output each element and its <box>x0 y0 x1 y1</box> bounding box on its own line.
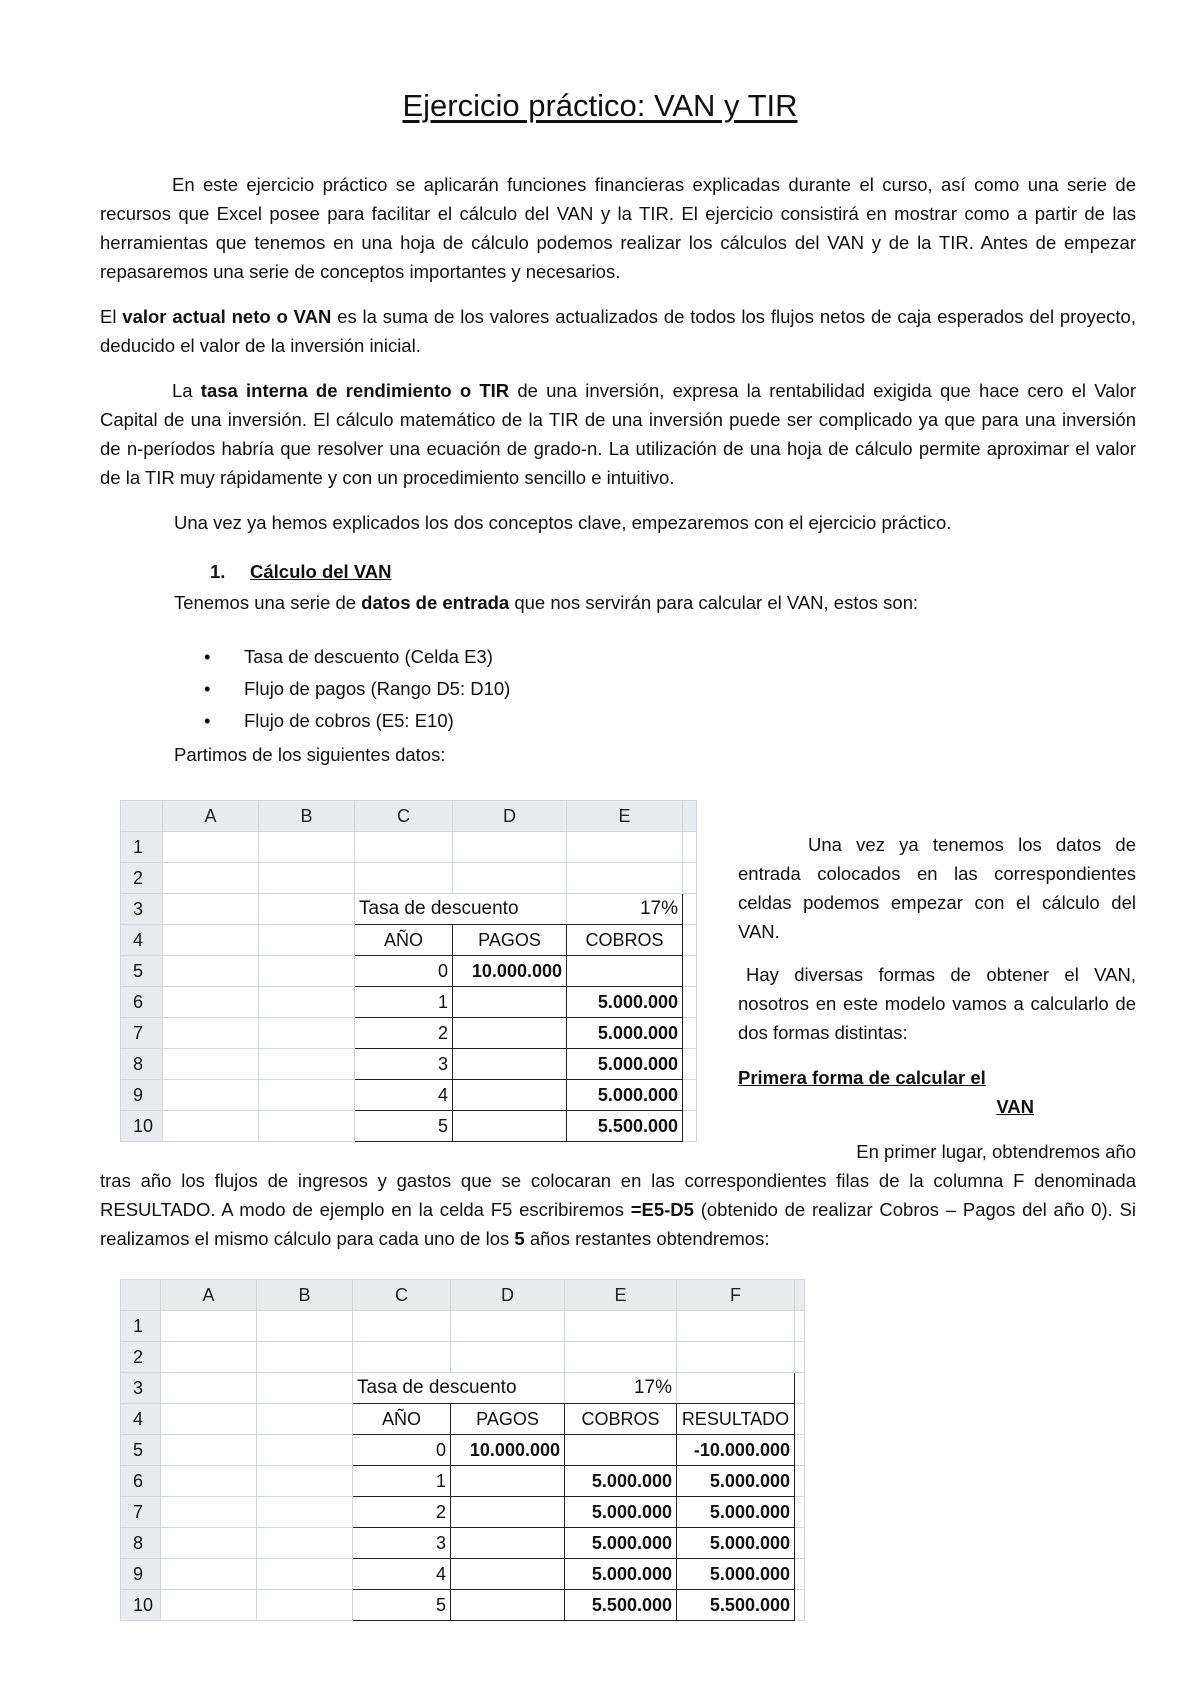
tir-def-term: tasa interna de rendimiento o TIR <box>200 380 510 401</box>
rate-label-cell: Tasa de descuento <box>353 1373 565 1404</box>
row-header: 5 <box>121 956 163 987</box>
row-header: 9 <box>121 1080 163 1111</box>
result-cell: 5.500.000 <box>677 1590 795 1621</box>
table-row <box>121 1111 697 1142</box>
payment-cell <box>453 1049 567 1080</box>
payment-cell <box>453 1018 567 1049</box>
transition-sentence: Una vez ya hemos explicados los dos conceptos clave, empezaremos con el ejercicio práctico. <box>174 512 952 533</box>
inputs-intro-pre: Tenemos una serie de <box>174 592 362 613</box>
column-header: F <box>677 1280 795 1311</box>
inputs-intro-term: datos de entrada <box>361 592 510 613</box>
inputs-intro-post: que nos servirán para calcular el VAN, estos son: <box>509 592 919 613</box>
table-row <box>121 956 697 987</box>
tir-definition <box>100 376 1136 492</box>
year-cell: 4 <box>353 1559 451 1590</box>
receipt-cell: 5.000.000 <box>565 1559 677 1590</box>
column-header <box>683 801 697 832</box>
year-cell: 2 <box>355 1018 453 1049</box>
payment-cell <box>451 1559 565 1590</box>
header-cell-payments: PAGOS <box>451 1404 565 1435</box>
row-header: 6 <box>121 1466 161 1497</box>
spreadsheet-2 <box>120 1279 805 1621</box>
row-header: 8 <box>121 1049 163 1080</box>
year-cell: 0 <box>353 1435 451 1466</box>
column-header: A <box>161 1280 257 1311</box>
receipt-cell: 5.000.000 <box>567 1049 683 1080</box>
row-header: 9 <box>121 1559 161 1590</box>
result-count: 5 <box>514 1228 525 1249</box>
row-header: 10 <box>121 1590 161 1621</box>
header-cell-year: AÑO <box>353 1404 451 1435</box>
payment-cell <box>451 1466 565 1497</box>
receipt-cell <box>567 956 683 987</box>
receipt-cell <box>565 1435 677 1466</box>
table-row <box>121 925 697 956</box>
result-cell: -10.000.000 <box>677 1435 795 1466</box>
receipt-cell: 5.000.000 <box>567 1018 683 1049</box>
year-cell: 4 <box>355 1080 453 1111</box>
receipt-cell: 5.000.000 <box>565 1528 677 1559</box>
side-paragraph-3: En primer lugar, obtendremos año <box>856 1141 1136 1162</box>
row-header: 7 <box>121 1018 163 1049</box>
bullet-icon: • <box>204 678 211 699</box>
result-cell: 5.000.000 <box>677 1559 795 1590</box>
receipt-cell: 5.500.000 <box>565 1590 677 1621</box>
rate-value-cell: 17% <box>565 1373 677 1404</box>
van-definition <box>100 302 1136 360</box>
table-row <box>121 1018 697 1049</box>
list-item-text: Flujo de cobros (E5: E10) <box>244 710 454 731</box>
section-number: 1. <box>210 561 226 582</box>
row-header: 4 <box>121 1404 161 1435</box>
column-header <box>795 1280 805 1311</box>
column-header: B <box>257 1280 353 1311</box>
year-cell: 5 <box>353 1590 451 1621</box>
inputs-list <box>204 641 510 737</box>
table-row <box>121 1590 805 1621</box>
subsection-heading <box>738 1063 1034 1121</box>
bullet-icon: • <box>204 710 211 731</box>
header-cell-payments: PAGOS <box>453 925 567 956</box>
table-row <box>121 1373 805 1404</box>
year-cell: 1 <box>355 987 453 1018</box>
list-item-text: Flujo de pagos (Rango D5: D10) <box>244 678 511 699</box>
tir-def-post: de una inversión, expresa la rentabilidad exigida que hace cero el Valor Capital de una inversión. El cálculo matemático de la TIR de una inversión puede ser complicado ya que para una inversión de n-períodos habría que resolver una ecuación de grado-n. La utilización de una hoja de cálculo permite aproximar el valor de la TIR muy rápidamente y con un procedimiento sencillo e intuitivo. <box>100 380 1137 488</box>
year-cell: 1 <box>353 1466 451 1497</box>
result-cell: 5.000.000 <box>677 1528 795 1559</box>
header-cell-year: AÑO <box>355 925 453 956</box>
van-def-post: es la suma de los valores actualizados de todos los flujos netos de caja esperados del proyecto, deducido el valor de la inversión inicial. <box>100 306 1136 356</box>
receipt-cell: 5.500.000 <box>567 1111 683 1142</box>
row-header: 2 <box>121 863 163 894</box>
table-row <box>121 1528 805 1559</box>
column-header-row <box>121 1280 805 1311</box>
van-def-pre: El <box>100 306 123 327</box>
column-header: C <box>355 801 453 832</box>
table-row <box>121 987 697 1018</box>
row-header: 1 <box>121 1311 161 1342</box>
table-row <box>121 1342 805 1373</box>
result-paragraph <box>100 1166 1136 1253</box>
section-title: Cálculo del VAN <box>250 561 392 582</box>
header-cell-result: RESULTADO <box>677 1404 795 1435</box>
payment-cell: 10.000.000 <box>451 1435 565 1466</box>
year-cell: 0 <box>355 956 453 987</box>
list-item <box>204 673 510 705</box>
data-intro: Partimos de los siguientes datos: <box>174 744 446 765</box>
tir-def-pre: La <box>172 380 201 401</box>
spreadsheet-1 <box>120 800 697 1142</box>
year-cell: 2 <box>353 1497 451 1528</box>
row-header: 3 <box>121 894 163 925</box>
row-header: 8 <box>121 1528 161 1559</box>
row-header: 2 <box>121 1342 161 1373</box>
result-cell: 5.000.000 <box>677 1497 795 1528</box>
table-row <box>121 894 697 925</box>
inputs-intro <box>174 588 918 617</box>
payment-cell <box>453 1111 567 1142</box>
result-cell: 5.000.000 <box>677 1466 795 1497</box>
payment-cell <box>451 1497 565 1528</box>
table-row <box>121 1404 805 1435</box>
row-header: 3 <box>121 1373 161 1404</box>
receipt-cell: 5.000.000 <box>565 1466 677 1497</box>
table-row <box>121 1435 805 1466</box>
section-heading <box>174 561 392 583</box>
table-row <box>121 832 697 863</box>
header-cell-receipts: COBROS <box>565 1404 677 1435</box>
corner-cell <box>121 1280 161 1311</box>
result-text-3: años restantes obtendremos: <box>524 1228 770 1249</box>
column-header: A <box>163 801 259 832</box>
column-header-row <box>121 801 697 832</box>
subsection-heading-line2: VAN <box>996 1096 1034 1117</box>
list-item <box>204 705 510 737</box>
header-cell-receipts: COBROS <box>567 925 683 956</box>
column-header: B <box>259 801 355 832</box>
payment-cell: 10.000.000 <box>453 956 567 987</box>
row-header: 1 <box>121 832 163 863</box>
row-header: 4 <box>121 925 163 956</box>
year-cell: 3 <box>355 1049 453 1080</box>
side-paragraph-2: Hay diversas formas de obtener el VAN, nosotros en este modelo vamos a calcularlo de dos formas distintas: <box>738 964 1136 1043</box>
row-header: 7 <box>121 1497 161 1528</box>
column-header: D <box>453 801 567 832</box>
column-header: E <box>565 1280 677 1311</box>
column-header: D <box>451 1280 565 1311</box>
intro-paragraph: En este ejercicio práctico se aplicarán funciones financieras explicadas durante el curso, así como una serie de recursos que Excel posee para facilitar el cálculo del VAN y la TIR. El ejercicio consistirá en mostrar como a partir de las herramientas que tenemos en una hoja de cálculo podemos realizar los cálculos del VAN y de la TIR. Antes de empezar repasaremos una serie de conceptos importantes y necesarios. <box>100 174 1136 282</box>
table-row <box>121 863 697 894</box>
list-item-text: Tasa de descuento (Celda E3) <box>244 646 493 667</box>
receipt-cell: 5.000.000 <box>567 987 683 1018</box>
table-row <box>121 1497 805 1528</box>
table-row <box>121 1311 805 1342</box>
list-item <box>204 641 510 673</box>
result-text-1: tras año los flujos de ingresos y gastos que se colocaran en las correspondientes filas de la columna F denominada RESULTADO. A modo de ejemplo en la celda F5 escribiremos <box>100 1170 1136 1220</box>
subsection-heading-line1: Primera forma de calcular el <box>738 1067 986 1088</box>
row-header: 6 <box>121 987 163 1018</box>
row-header: 10 <box>121 1111 163 1142</box>
rate-value-cell: 17% <box>567 894 683 925</box>
column-header: C <box>353 1280 451 1311</box>
row-header: 5 <box>121 1435 161 1466</box>
result-text-2: (obtenido de realizar Cobros – Pagos del año 0). Si realizamos el mismo cálculo para cada uno de los <box>100 1199 1136 1249</box>
receipt-cell: 5.000.000 <box>567 1080 683 1111</box>
year-cell: 5 <box>355 1111 453 1142</box>
rate-label-cell: Tasa de descuento <box>355 894 567 925</box>
payment-cell <box>453 987 567 1018</box>
table-row <box>121 1080 697 1111</box>
van-def-term: valor actual neto o VAN <box>122 306 332 327</box>
table-row <box>121 1466 805 1497</box>
side-paragraph-1: Una vez ya tenemos los datos de entrada colocados en las correspondientes celdas podemos empezar con el cálculo del VAN. <box>738 834 1136 942</box>
result-formula: =E5-D5 <box>630 1199 694 1220</box>
year-cell: 3 <box>353 1528 451 1559</box>
bullet-icon: • <box>204 646 211 667</box>
receipt-cell: 5.000.000 <box>565 1497 677 1528</box>
page-title: Ejercicio práctico: VAN y TIR <box>402 88 798 123</box>
table-row <box>121 1049 697 1080</box>
payment-cell <box>451 1528 565 1559</box>
table-row <box>121 1559 805 1590</box>
column-header: E <box>567 801 683 832</box>
corner-cell <box>121 801 163 832</box>
payment-cell <box>453 1080 567 1111</box>
payment-cell <box>451 1590 565 1621</box>
